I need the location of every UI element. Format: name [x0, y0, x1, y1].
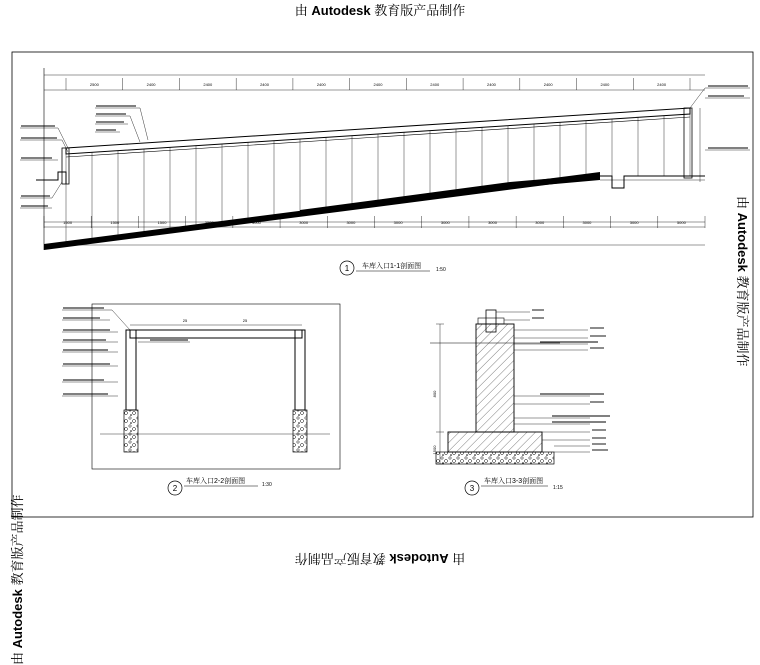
- dimension-label: 1500: [157, 220, 167, 225]
- dimension-label: 1500: [110, 220, 120, 225]
- dimension-label: 2400: [260, 82, 269, 87]
- dimension-label: 3000: [346, 220, 356, 225]
- dimension-label: 2400: [600, 82, 610, 87]
- section-2-2-dim-left: 25: [182, 318, 188, 323]
- section-3-3-number: 3: [469, 484, 475, 493]
- dimension-label: 2400: [373, 82, 383, 87]
- watermark-left: 由 Autodesk 教育版产品制作: [10, 494, 25, 665]
- watermark-top: 由 Autodesk 教育版产品制作: [294, 3, 466, 18]
- watermark-right: 由 Autodesk 教育版产品制作: [735, 196, 750, 367]
- dimension-label: 2400: [487, 82, 496, 87]
- dimension-label: 2400: [430, 82, 440, 87]
- dimension-label: 2500: [89, 82, 99, 87]
- section-3-3-scale: 1:15: [553, 485, 563, 491]
- section-1-1-title: 车库入口1-1剖面图: [362, 263, 422, 270]
- dimension-label: 3000: [488, 220, 497, 225]
- section-2-2: [62, 304, 340, 495]
- section-2-2-number: 2: [172, 484, 178, 493]
- dimension-label: 3000: [393, 220, 403, 225]
- section-3-3-dim-a: 800: [432, 390, 437, 398]
- dimension-label: 5000: [676, 220, 686, 225]
- dimension-label: 3000: [535, 220, 545, 225]
- section-3-3-title: 车库入口3-3剖面图: [484, 478, 544, 485]
- section-2-2-scale: 1:30: [262, 482, 272, 488]
- watermark-bottom: 由 Autodesk 教育版产品制作: [294, 551, 466, 566]
- dimension-label: 3000: [582, 220, 592, 225]
- section-3-3-dim-b: 1500: [432, 445, 437, 455]
- section-1-1-top-dimensions: [66, 78, 690, 90]
- dimension-label: 2400: [657, 82, 667, 87]
- dimension-label: 3000: [252, 220, 261, 225]
- section-2-2-dim-right: 25: [242, 318, 248, 323]
- dimension-label: 3000: [440, 220, 450, 225]
- section-1-1-scale: 1:50: [436, 267, 446, 273]
- section-1-1-number: 1: [344, 264, 350, 273]
- dimension-label: 2400: [543, 82, 553, 87]
- dimension-label: 3000: [629, 220, 639, 225]
- dimension-label: 2400: [203, 82, 213, 87]
- dimension-label: 3000: [299, 220, 309, 225]
- dimension-label: 3500: [204, 220, 214, 225]
- dimension-label: 1500: [63, 220, 73, 225]
- section-1-1: [20, 68, 750, 275]
- section-3-3: [430, 310, 610, 495]
- dimension-label: 2400: [316, 82, 326, 87]
- section-2-2-title: 车库入口2-2剖面图: [186, 478, 246, 485]
- dimension-label: 2400: [146, 82, 156, 87]
